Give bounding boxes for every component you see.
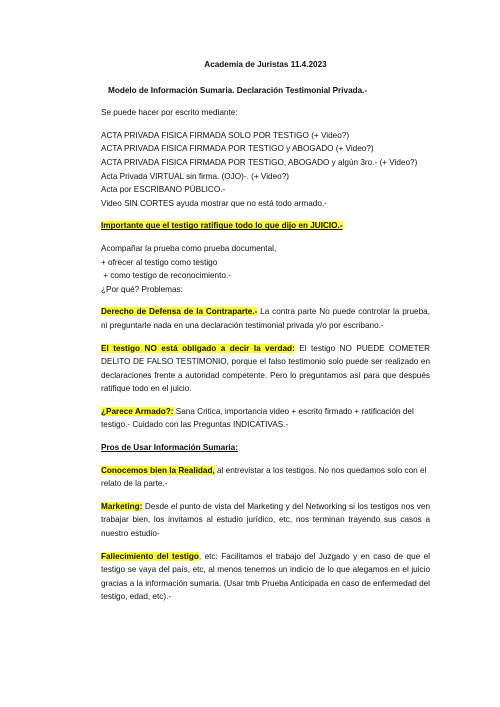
problem-text: Sana Critica, importancia video + escrito firmado + ratificación del testigo.- Cuidado con las Preguntas INDICATIVAS.- bbox=[101, 406, 414, 430]
options-list bbox=[101, 129, 430, 211]
intro-text: Se puede hacer por escrito mediante: bbox=[101, 108, 238, 118]
problem-text: La contra parte No puede controlar la prueba, ni preguntarle nada en una declaración testimonial privada y/o por escribano.- bbox=[101, 307, 430, 330]
document-body bbox=[101, 58, 430, 613]
problem-paragraph bbox=[101, 342, 430, 396]
accompany-list bbox=[101, 242, 430, 296]
option-item: Acta Privada VIRTUAL sin firma. (OJO)-. (+ Video?) bbox=[101, 171, 289, 181]
pro-paragraph bbox=[101, 464, 430, 491]
document-title: Academia de Juristas 11.4.2023 bbox=[204, 60, 327, 69]
problem-heading: El testigo NO está obligado a decir la verdad: bbox=[101, 343, 295, 353]
pro-text: , etc: Facilitamos el trabajo del Juzgado y en caso de que el testigo se vaya del país, etc, al menos tenemos un indicio de lo que alegamos en el juicio gracias a la información sumaria. (Usar tmb Prueba Anticipada en caso de enfermedad del testigo, edad, etc).- bbox=[101, 551, 431, 602]
pro-heading: Conocemos bien la Realidad, bbox=[101, 465, 215, 475]
problem-text: El testigo NO PUEDE COMETER DELITO DE FALSO TESTIMONIO, porque el falso testimonio solo puede ser realizado en declaraciones frente a autoridad competente. Pero lo preguntamos así para que después ratifique todo en el juicio. bbox=[101, 343, 430, 394]
pro-paragraph bbox=[101, 500, 430, 541]
document-subtitle: Modelo de Información Sumaria. Declaración Testimonial Privada.- bbox=[108, 85, 368, 95]
problem-heading: Derecho de Defensa de la Contraparte.- bbox=[101, 307, 258, 317]
accompany-item: ¿Por qué? Problemas: bbox=[101, 284, 183, 294]
problem-paragraph bbox=[101, 405, 430, 432]
pro-heading: Marketing: bbox=[101, 501, 143, 511]
pro-text: Desde el punto de vista del Marketing y del Networking si los testigos nos ven trabajar bien, los invitamos al estudio jurídico, etc, nos terminan trayendo sus casos a nuestro estudio- bbox=[101, 501, 430, 539]
accompany-item: + ofrecer al testigo como testigo bbox=[101, 257, 218, 267]
important-note bbox=[101, 219, 430, 233]
important-highlight: Importante que el testigo ratifique todo lo que dijo en JUICIO.- bbox=[101, 221, 343, 231]
option-item: ACTA PRIVADA FISICA FIRMADA POR TESTIGO y ABOGADO (+ Video?) bbox=[101, 144, 374, 154]
pros-heading-row bbox=[101, 441, 430, 455]
problem-paragraph bbox=[101, 305, 430, 332]
accompany-item: + como testigo de reconocimiento.- bbox=[101, 271, 231, 281]
pros-heading: Pros de Usar Información Sumaria: bbox=[101, 443, 238, 453]
pro-heading: Fallecimiento del testigo bbox=[101, 551, 199, 561]
option-item: Acta por ESCRIBANO PÚBLICO.- bbox=[101, 185, 226, 195]
option-item: ACTA PRIVADA FISICA FIRMADA POR TESTIGO, ABOGADO y algún 3ro.- (+ Video?) bbox=[101, 157, 418, 167]
pro-text: al entrevistar a los testigos. No nos quedamos solo con el relato de la parte.- bbox=[101, 465, 427, 489]
problem-heading: ¿Parece Armado?: bbox=[101, 406, 174, 416]
option-item: ACTA PRIVADA FISICA FIRMADA SOLO POR TESTIGO (+ Video?) bbox=[101, 130, 350, 140]
accompany-item: Acompañar la prueba como prueba documental, bbox=[101, 243, 277, 253]
option-item: Video SIN CORTES ayuda mostrar que no está todo armado.- bbox=[101, 198, 327, 208]
pro-paragraph bbox=[101, 550, 430, 604]
